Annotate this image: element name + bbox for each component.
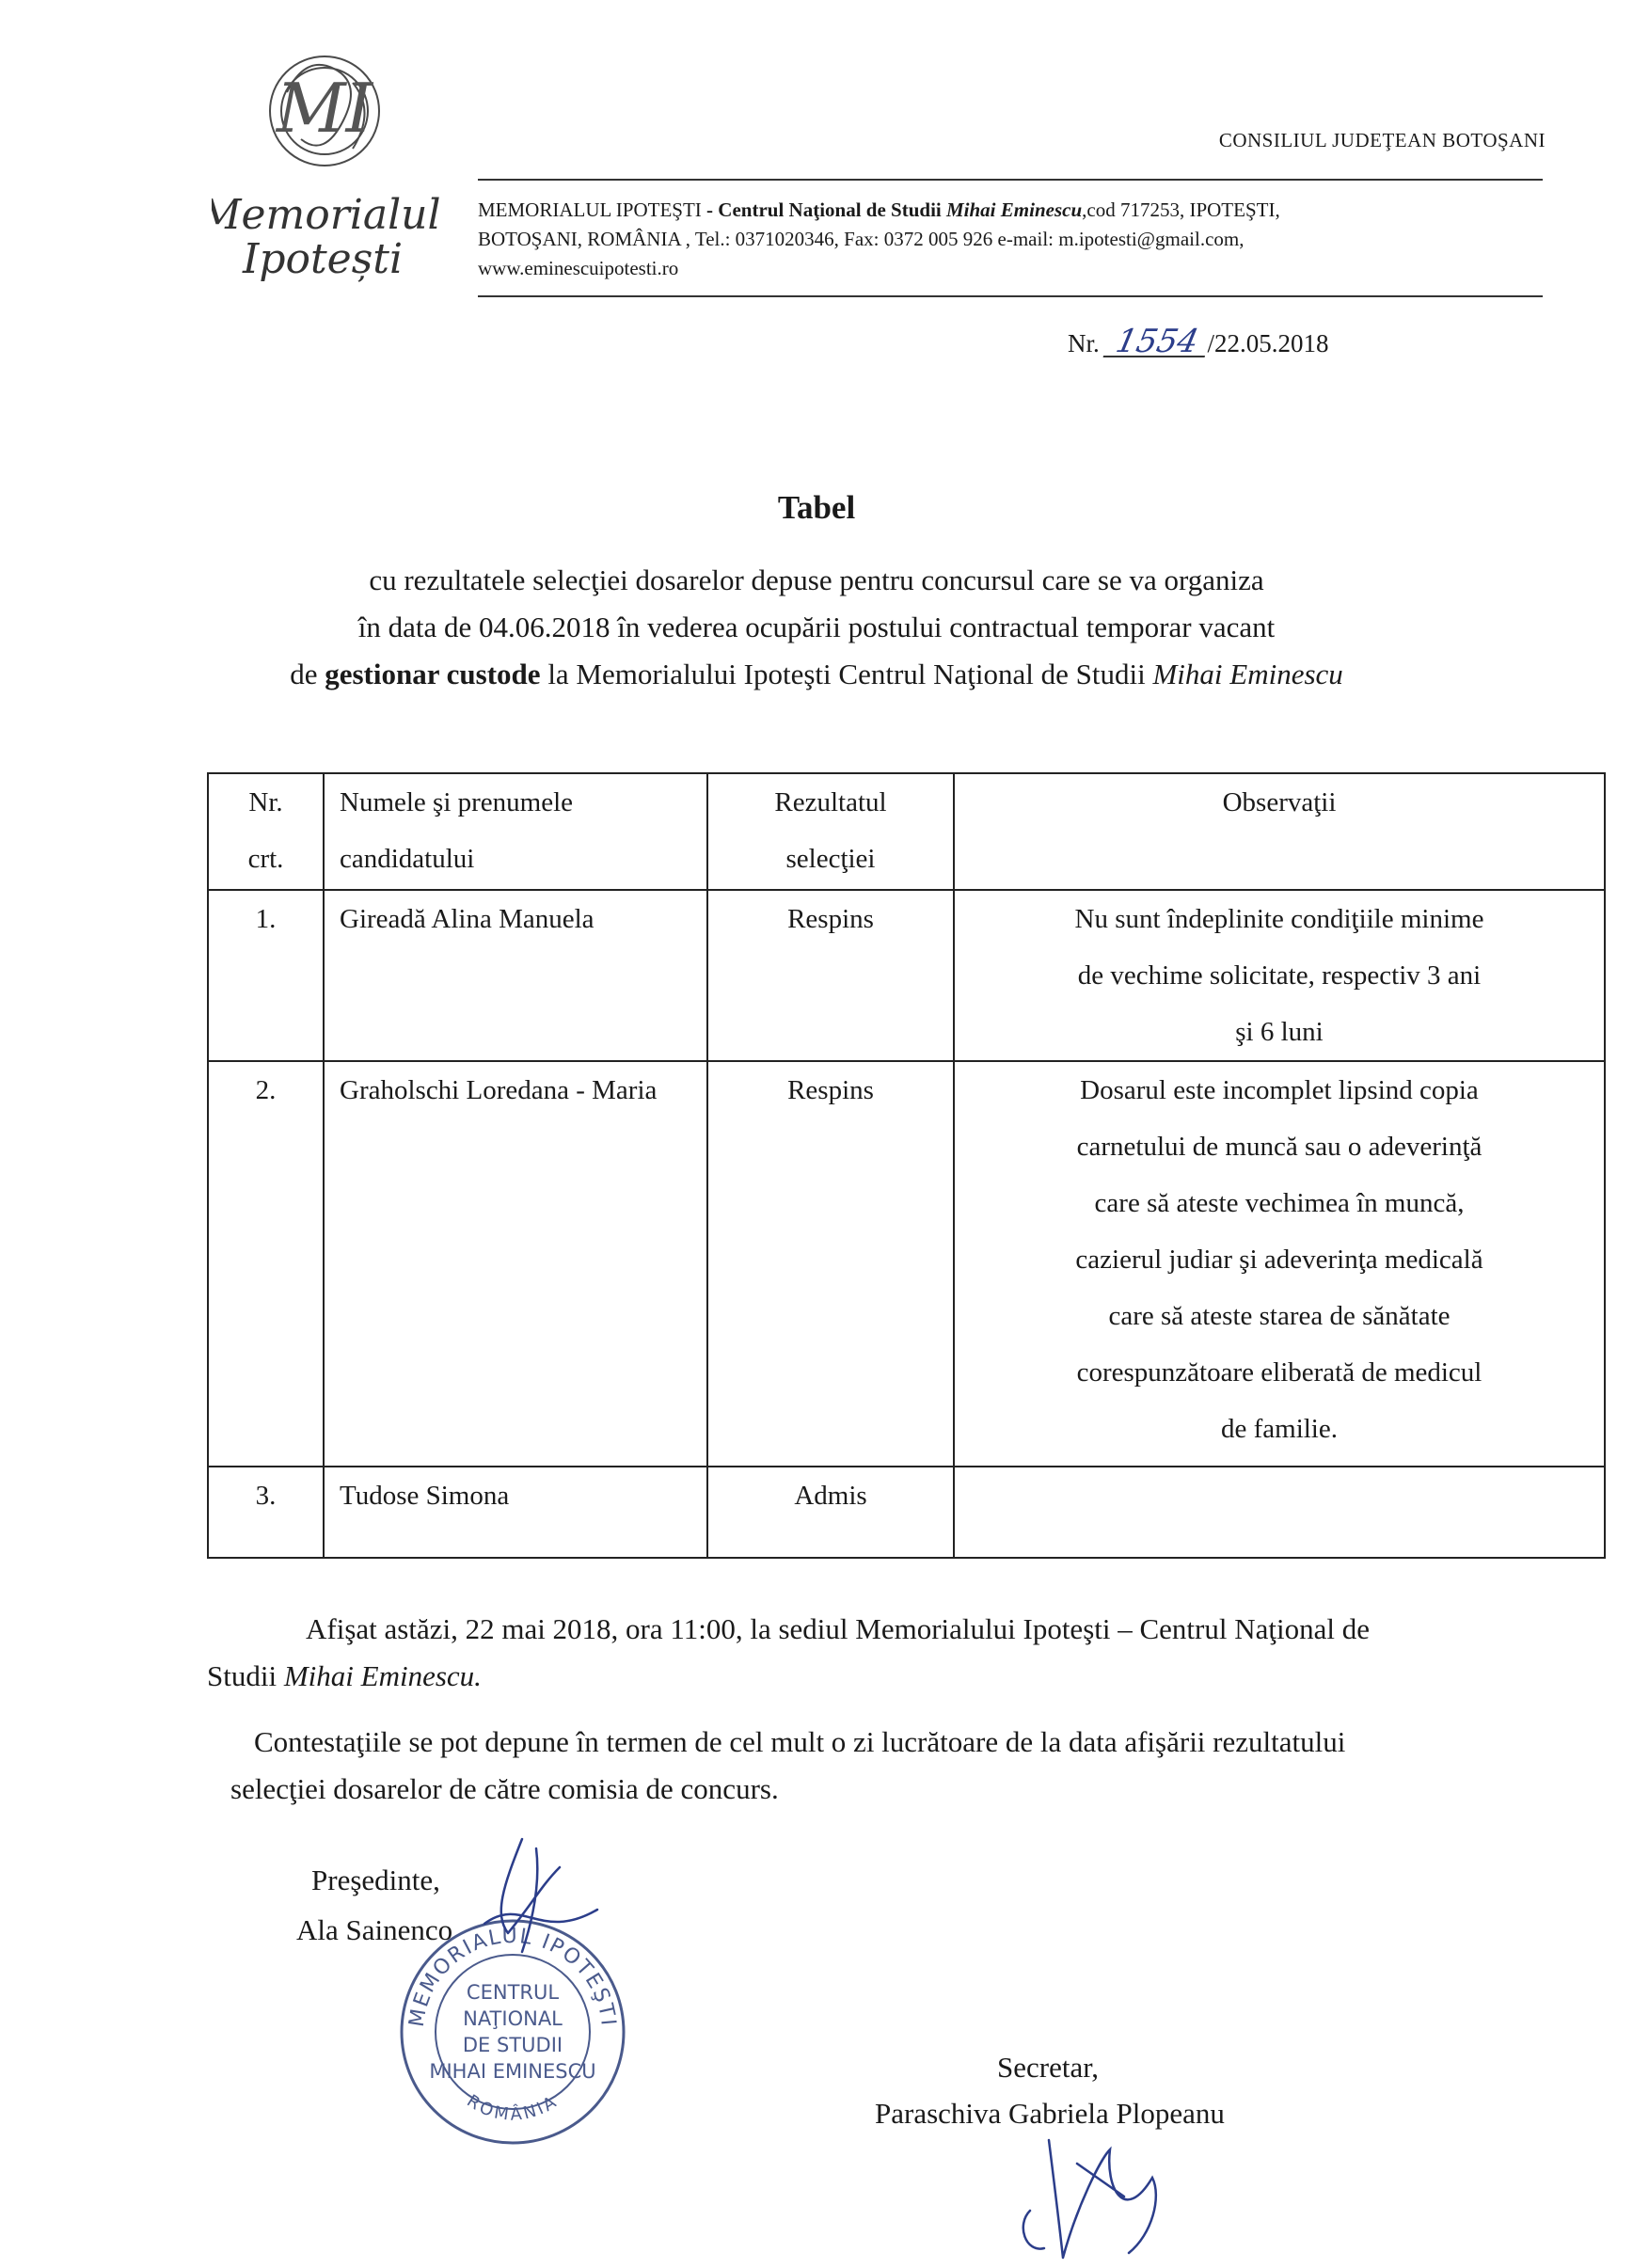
- subtitle-line1: cu rezultatele selecţiei dosarelor depuse pentru concursul care se va organiza: [369, 563, 1264, 596]
- secretary-signature: [1011, 2121, 1181, 2263]
- svg-text:Memorialul: Memorialul: [212, 191, 441, 239]
- header-nr: Nr. crt.: [208, 773, 324, 890]
- secretary-name: Paraschiva Gabriela Plopeanu: [875, 2097, 1225, 2130]
- registration-number: [1068, 323, 1329, 360]
- address-line2: BOTOŞANI, ROMÂNIA , Tel.: 0371020346, Fax: 0372 005 926 e-mail: m.ipotesti@gmail.com,: [478, 228, 1245, 250]
- posting-line2-italic: Mihai Eminescu.: [283, 1659, 482, 1692]
- cell-nr: 1.: [208, 890, 324, 1061]
- contest-line2: selecţiei dosarelor de către comisia de concurs.: [230, 1772, 779, 1805]
- secretary-label: Secretar,: [997, 2051, 1100, 2084]
- contest-line1: Contestaţiile se pot depune în termen de cel mult o zi lucrătoare de la data afişării rezultatului: [254, 1725, 1346, 1758]
- posting-notice: [207, 1606, 1571, 1700]
- document-title: Tabel: [777, 489, 856, 526]
- svg-text:NAŢIONAL: NAŢIONAL: [463, 2007, 563, 2030]
- table-row: [208, 890, 1605, 1061]
- header-address-block: [478, 196, 1543, 283]
- cell-name: Graholschi Loredana - Maria: [324, 1061, 707, 1467]
- svg-text:CENTRUL: CENTRUL: [466, 1981, 560, 2004]
- svg-text:DE STUDII: DE STUDII: [462, 2034, 563, 2056]
- header-result: Rezultatul selecţiei: [707, 773, 954, 890]
- cell-name: Gireadă Alina Manuela: [324, 890, 707, 1061]
- registration-label: Nr.: [1068, 329, 1106, 357]
- svg-text:Ipotești: Ipotești: [242, 235, 404, 283]
- org-name: MEMORIALUL IPOTEŞTI: [478, 198, 702, 221]
- results-table: [207, 772, 1606, 1559]
- header-divider-top: [478, 179, 1543, 181]
- cell-result: Admis: [707, 1467, 954, 1558]
- cell-nr: 2.: [208, 1061, 324, 1467]
- svg-text:MEMORIALUL IPOTEŞTI: MEMORIALUL IPOTEŞTI: [404, 1924, 620, 2029]
- table-row: [208, 1061, 1605, 1467]
- posting-line1: Afişat astăzi, 22 mai 2018, ora 11:00, la sediul Memorialului Ipoteşti – Centrul Naţional de: [306, 1612, 1370, 1645]
- header-name: Numele şi prenumele candidatului: [324, 773, 707, 890]
- cell-result: Respins: [707, 1061, 954, 1467]
- subtitle-line3-pre: de: [290, 658, 325, 690]
- cell-name: Tudose Simona: [324, 1467, 707, 1558]
- address-line1: ,cod 717253, IPOTEŞTI,: [1082, 198, 1280, 221]
- registration-date: /22.05.2018: [1207, 329, 1329, 357]
- svg-text:MI: MI: [276, 69, 373, 148]
- institution-logo: [212, 26, 447, 299]
- org-dash: -: [701, 198, 719, 221]
- cell-notes: [954, 1467, 1605, 1558]
- subtitle-line3-mid: la Memorialului Ipoteşti Centrul Naţional de Studii: [540, 658, 1153, 690]
- council-name: CONSILIUL JUDEŢEAN BOTOŞANI: [1218, 129, 1546, 151]
- posting-line2-pre: Studii: [207, 1659, 284, 1692]
- address-line3: www.eminescuipotesti.ro: [478, 257, 679, 279]
- subtitle-line3-italic: Mihai Eminescu: [1152, 658, 1343, 690]
- president-name: Ala Sainenco: [296, 1913, 453, 1946]
- subtitle-line2: în data de 04.06.2018 în vederea ocupării postului contractual temporar vacant: [357, 611, 1276, 643]
- cell-result: Respins: [707, 890, 954, 1061]
- contest-notice: [207, 1719, 1552, 1813]
- president-signature: [466, 1830, 607, 1961]
- svg-text:MIHAI EMINESCU: MIHAI EMINESCU: [429, 2060, 596, 2083]
- president-label: Preşedinte,: [311, 1864, 440, 1896]
- org-centre: Centrul Naţional de Studii: [718, 198, 946, 221]
- table-row: [208, 1467, 1605, 1558]
- org-centre-italic: Mihai Eminescu: [946, 198, 1083, 221]
- svg-text:ROMÂNIA: ROMÂNIA: [463, 2090, 563, 2125]
- document-subtitle: [0, 557, 1633, 698]
- cell-notes: Dosarul este incomplet lipsind copia carnetului de muncă sau o adeverinţă care să ateste vechimea în muncă, cazierul judiar şi adeverinţa medicală care să ateste starea de sănătate corespunzătoare eliberată de medicul de familie.: [954, 1061, 1605, 1467]
- header-notes: Observaţii: [954, 773, 1605, 890]
- cell-notes: Nu sunt îndeplinite condiţiile minime de vechime solicitate, respectiv 3 ani şi 6 luni: [954, 890, 1605, 1061]
- registration-handwritten-number: 1554: [1102, 327, 1211, 357]
- position-name: gestionar custode: [325, 658, 541, 690]
- cell-nr: 3.: [208, 1467, 324, 1558]
- header-divider-bottom: [478, 295, 1543, 297]
- table-header-row: [208, 773, 1605, 890]
